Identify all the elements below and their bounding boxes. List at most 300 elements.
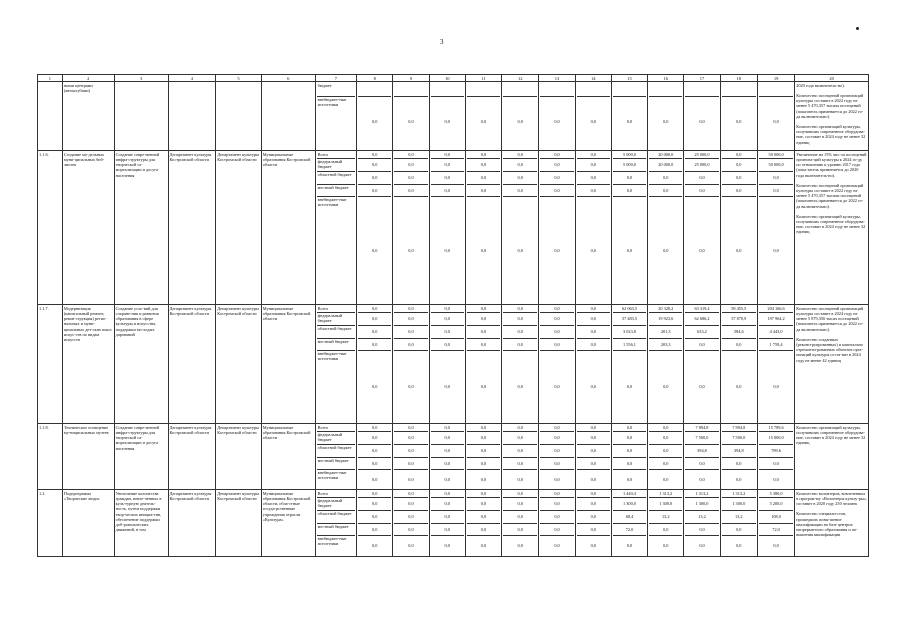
amount-value: 0,0: [540, 185, 573, 197]
amount-value: 50 000,0: [759, 159, 793, 172]
amount-value: 0,0: [649, 185, 682, 197]
amount-value: 0,0: [685, 172, 718, 185]
amount-value: 0,0: [577, 432, 610, 445]
amount-value: 0,0: [517, 384, 523, 390]
amount-value: 0,0: [467, 458, 500, 470]
amount-value: 0,0: [554, 119, 560, 125]
amount-value: 0,0: [685, 524, 718, 536]
page-number: 3: [440, 38, 444, 46]
amount-value: 0,0: [554, 384, 560, 390]
amount-value: 0,0: [394, 511, 427, 524]
result-text: Количество посещений организаций культуры составит в 2024 году не менее 5 879,356 тысяч посещений (показатель применяется до 2022 го-да включительно).: [796, 305, 864, 332]
amount-value: 0,0: [577, 425, 610, 432]
amount-value: 0,0: [722, 152, 756, 159]
amount-value: 0,0: [663, 119, 669, 125]
funding-source-label: Всего: [317, 152, 355, 159]
amount-value: 1 300,0: [613, 498, 646, 511]
funding-source-label: внебюджет-ные источ-ники: [317, 97, 347, 108]
amount-value: [577, 83, 610, 97]
amount-value: 0,0: [577, 445, 610, 458]
amount-value: 0,0: [503, 511, 537, 524]
amount-value: 0,0: [358, 159, 391, 172]
amount-value: 0,0: [613, 445, 646, 458]
amount-value: 201,3: [649, 326, 682, 339]
amount-column-8: [357, 424, 393, 490]
amount-value: 0,0: [577, 326, 610, 339]
amount-value: [431, 83, 464, 97]
amount-value: 0,0: [540, 498, 573, 511]
amount-column-13: [539, 305, 575, 424]
amount-column-9: [393, 305, 429, 424]
recipient: Муниципальные образования Костромской области: [261, 305, 315, 424]
amount-value: 0,0: [467, 172, 500, 185]
amount-value: 5 000,0: [613, 152, 646, 159]
amount-value: 0,0: [467, 306, 500, 313]
amount-value: 0,0: [517, 543, 523, 549]
column-number-12: 12: [502, 75, 539, 82]
amount-column-17: [684, 151, 720, 305]
column-number-9: 9: [393, 75, 429, 82]
amount-value: 0,0: [759, 172, 793, 185]
amount-value: [722, 83, 756, 97]
amount-column-8: [357, 82, 393, 151]
amount-value: 0,0: [480, 476, 487, 482]
row-number: 1.1.6.: [38, 151, 63, 305]
row-number: 1.2.: [38, 490, 63, 557]
table-row: [38, 151, 869, 305]
amount-value: 1 300,0: [722, 498, 756, 511]
column-number-18: 18: [720, 75, 757, 82]
amount-column-16: [648, 151, 684, 305]
amount-column-15: [611, 490, 647, 557]
amount-value: 0,0: [540, 339, 573, 351]
amount-value: 0,0: [577, 185, 610, 197]
amount-value: 0,0: [358, 445, 391, 458]
amount-column-10: [429, 424, 465, 490]
amount-column-16: [648, 424, 684, 490]
amount-column-12: [502, 151, 539, 305]
measure-description: Создание совре-менной инфра-структуры для творческой са-мореализации и досуга населения: [114, 424, 168, 490]
amount-value: 0,0: [431, 172, 464, 185]
expected-results: [795, 151, 869, 305]
amount-value: 0,0: [431, 432, 464, 445]
amount-value: 0,0: [554, 476, 560, 482]
amount-value: 0,0: [394, 458, 427, 470]
amount-value: 0,0: [699, 119, 705, 125]
amount-value: 1 440,4: [613, 491, 646, 498]
amount-value: 57 870,9: [722, 313, 756, 326]
amount-column-12: [502, 490, 539, 557]
amount-value: 0,0: [394, 306, 427, 313]
amount-value: 0,0: [540, 491, 573, 498]
amount-value: 20 000,0: [649, 152, 682, 159]
amount-value: 0,0: [577, 306, 610, 313]
amount-column-11: [465, 490, 501, 557]
amount-value: 0,0: [467, 524, 500, 536]
amount-column-9: [393, 490, 429, 557]
column-number-6: 6: [261, 75, 315, 82]
funding-source-label: областной бюджет: [317, 172, 355, 185]
funding-sources: [315, 305, 356, 424]
amount-value: 0,0: [431, 159, 464, 172]
amount-value: 0,0: [626, 384, 633, 390]
funding-source-label: федеральный бюджет: [317, 313, 355, 326]
funding-source-label: Всего: [317, 425, 355, 432]
amount-value: 0,0: [685, 458, 718, 470]
amount-column-17: [684, 490, 720, 557]
amount-value: 63 319,4: [685, 306, 718, 313]
amount-value: 0,0: [358, 458, 391, 470]
amount-value: 0,0: [722, 185, 756, 197]
amount-value: 72,0: [759, 524, 793, 536]
amount-column-14: [575, 490, 611, 557]
amount-value: [394, 83, 427, 97]
recipient: Муниципальные образования Костромской области: [261, 151, 315, 305]
amount-value: 0,0: [685, 339, 718, 351]
amount-column-17: [684, 424, 720, 490]
amount-value: 0,0: [408, 247, 414, 253]
activity-name: Подпрограмма «Творческие люди»: [62, 490, 114, 557]
amount-value: 0,0: [540, 159, 573, 172]
funding-source-label: местный бюджет: [317, 185, 355, 197]
amount-value: 0,0: [408, 543, 414, 549]
amount-column-13: [539, 490, 575, 557]
amount-value: 0,0: [722, 458, 756, 470]
amount-value: 0,0: [759, 185, 793, 197]
recipient: Муниципальные образования Костромской области: [261, 424, 315, 490]
amount-value: 0,0: [577, 172, 610, 185]
amount-value: 0,0: [540, 172, 573, 185]
amount-value: 0,0: [372, 476, 378, 482]
expected-results: [795, 424, 869, 490]
amount-value: 0,0: [408, 384, 414, 390]
result-text: Количество посещений организаций культуры составит в 2022 году не менее 5 470,357 тысячи посещений (показатель применяется до 2022 го-да включительно).: [796, 182, 864, 209]
amount-value: 0,0: [649, 445, 682, 458]
executor: Департамент культуры Костромской области: [168, 305, 216, 424]
amount-value: 0,0: [503, 313, 537, 326]
amount-value: [540, 83, 573, 97]
amount-value: 394,8: [685, 445, 718, 458]
amount-column-10: [429, 305, 465, 424]
co-executor: Департамент культуры Костромской области: [216, 424, 262, 490]
amount-value: 0,0: [358, 339, 391, 351]
amount-value: 0,0: [722, 524, 756, 536]
amount-value: 0,0: [540, 306, 573, 313]
funding-sources: [315, 151, 356, 305]
amount-value: 0,0: [372, 247, 378, 253]
amount-value: 0,0: [394, 326, 427, 339]
amount-value: 0,0: [540, 425, 573, 432]
funding-source-label: федеральный бюджет: [317, 159, 355, 172]
funding-source-label: федеральный бюджет: [317, 432, 355, 445]
measure-description: Увеличение количества граждан, вовле-ченных в куль-турную деятель-ность, путем поддержки твор-ческих инициа-тив, обеспечение поддержки доб-ровольческих движений, в том: [114, 490, 168, 557]
amount-value: 0,0: [773, 543, 779, 549]
amount-value: 0,0: [736, 384, 742, 390]
amount-value: 0,0: [431, 185, 464, 197]
column-number-1: 1: [38, 75, 63, 82]
result-text: Увеличение на 15% чис-ла посещений организа-ций культуры к 2024 го-ду по отношению к уровню 2017 года (пока-затель применяется до 2020 года включитель-но).: [796, 151, 867, 178]
column-number-10: 10: [429, 75, 465, 82]
amount-value: 0,0: [394, 445, 427, 458]
amount-value: 0,0: [444, 119, 450, 125]
amount-value: 0,0: [480, 247, 487, 253]
amount-value: 0,0: [663, 247, 669, 253]
amount-value: 0,0: [444, 247, 450, 253]
amount-value: 0,0: [699, 247, 705, 253]
amount-value: 0,0: [613, 172, 646, 185]
amount-value: 0,0: [480, 119, 487, 125]
amount-value: 0,0: [372, 543, 378, 549]
column-number-13: 13: [539, 75, 575, 82]
amount-column-15: [611, 305, 647, 424]
amount-value: 0,0: [540, 313, 573, 326]
amount-value: 0,0: [577, 458, 610, 470]
amount-value: 5 000,0: [613, 159, 646, 172]
amount-value: 0,0: [577, 313, 610, 326]
column-number-8: 8: [357, 75, 393, 82]
amount-value: 7 500,0: [685, 432, 718, 445]
amount-value: 0,0: [503, 498, 537, 511]
amount-value: 204 166,6: [759, 306, 793, 313]
amount-column-15: [611, 424, 647, 490]
amount-value: 0,0: [663, 476, 669, 482]
amount-column-13: [539, 424, 575, 490]
amount-value: 0,0: [467, 185, 500, 197]
amount-value: 0,0: [503, 425, 537, 432]
amount-value: 0,0: [759, 458, 793, 470]
amount-column-18: [720, 305, 757, 424]
amount-value: 13,2: [649, 511, 682, 524]
amount-value: 0,0: [394, 159, 427, 172]
amount-value: [503, 83, 537, 97]
amount-value: 0,0: [577, 339, 610, 351]
amount-value: 0,0: [394, 172, 427, 185]
amount-value: 203,3: [649, 339, 682, 351]
table-row: [38, 305, 869, 424]
budget-table: [37, 74, 869, 557]
amount-value: 58 455,5: [722, 306, 756, 313]
amount-column-18: [720, 424, 757, 490]
amount-column-9: [393, 151, 429, 305]
amount-value: 0,0: [358, 524, 391, 536]
amount-column-16: [648, 305, 684, 424]
amount-value: 0,0: [577, 498, 610, 511]
amount-column-14: [575, 151, 611, 305]
amount-value: 789,6: [759, 445, 793, 458]
funding-source-label: местный бюджет: [317, 524, 355, 536]
amount-value: 0,0: [431, 326, 464, 339]
amount-value: 0,0: [626, 543, 633, 549]
amount-column-11: [465, 305, 501, 424]
amount-value: 0,0: [722, 172, 756, 185]
amount-value: 0,0: [699, 476, 705, 482]
amount-column-19: [757, 490, 794, 557]
amount-value: 0,0: [590, 119, 596, 125]
amount-value: 0,0: [431, 339, 464, 351]
amount-value: 7 894,8: [685, 425, 718, 432]
amount-value: 0,0: [503, 491, 537, 498]
measure-description: Создание усло-вий для сохране-ния и развития образования в сфере культуры и искусства, поддержки мо-лодых дарований: [114, 305, 168, 424]
amount-value: 0,0: [444, 476, 450, 482]
funding-source-label: Всего: [317, 306, 355, 313]
amount-column-19: [757, 305, 794, 424]
amount-value: 0,0: [467, 152, 500, 159]
amount-value: 5 200,0: [759, 498, 793, 511]
amount-value: 633,2: [685, 326, 718, 339]
amount-column-17: [684, 305, 720, 424]
funding-source-label: внебюджет-ные источ-ники: [317, 351, 347, 362]
amount-value: 0,0: [394, 425, 427, 432]
amount-value: 0,0: [431, 491, 464, 498]
amount-column-10: [429, 151, 465, 305]
funding-source-label: Всего: [317, 491, 355, 498]
amount-value: 20 000,0: [649, 159, 682, 172]
amount-column-18: [720, 490, 757, 557]
amount-value: 0,0: [467, 313, 500, 326]
amount-column-13: [539, 151, 575, 305]
amount-value: 0,0: [540, 152, 573, 159]
amount-column-19: [757, 424, 794, 490]
amount-value: 0,0: [394, 524, 427, 536]
amount-value: 5 380,0: [759, 491, 793, 498]
column-number-15: 15: [611, 75, 647, 82]
amount-value: 4 443,0: [759, 326, 793, 339]
funding-source-label: областной бюджет: [317, 445, 355, 458]
amount-value: 0,0: [431, 306, 464, 313]
amount-column-16: [648, 490, 684, 557]
amount-column-18: [720, 82, 757, 151]
amount-value: 0,0: [626, 247, 633, 253]
amount-value: 7 894,8: [722, 425, 756, 432]
amount-value: 0,0: [431, 458, 464, 470]
amount-value: 72,0: [613, 524, 646, 536]
expected-results: [795, 82, 869, 151]
amount-value: 0,0: [358, 306, 391, 313]
co-executor: [216, 82, 262, 151]
amount-column-8: [357, 490, 393, 557]
amount-value: [467, 83, 500, 97]
amount-column-17: [684, 82, 720, 151]
amount-column-12: [502, 424, 539, 490]
amount-column-11: [465, 82, 501, 151]
amount-value: 0,0: [394, 498, 427, 511]
amount-value: [613, 83, 646, 97]
amount-column-8: [357, 151, 393, 305]
funding-source-label: внебюджет-ные источ-ники: [317, 197, 347, 208]
funding-source-label: областной бюджет: [317, 511, 355, 524]
recipient: Муниципальные образования Костромской области, обла-стные госуда-рственные учреждения отрасли «Культура»: [261, 490, 315, 557]
amount-value: 25 000,0: [685, 152, 718, 159]
amount-value: 0,0: [577, 491, 610, 498]
executor: Департамент культуры Костромской области: [168, 490, 216, 557]
amount-value: 0,0: [467, 491, 500, 498]
amount-value: 25 000,0: [685, 159, 718, 172]
amount-value: 0,0: [503, 306, 537, 313]
amount-value: 0,0: [467, 445, 500, 458]
amount-value: 394,8: [722, 445, 756, 458]
amount-value: 0,0: [431, 511, 464, 524]
amount-value: 0,0: [517, 476, 523, 482]
amount-value: 0,0: [358, 152, 391, 159]
recipient: [261, 82, 315, 151]
amount-value: 1 313,2: [722, 491, 756, 498]
amount-column-13: [539, 82, 575, 151]
amount-value: 0,0: [517, 247, 523, 253]
co-executor: Департамент культуры Костромской области: [216, 305, 262, 424]
amount-value: 108,0: [759, 511, 793, 524]
amount-value: 0,0: [577, 511, 610, 524]
amount-value: 0,0: [503, 172, 537, 185]
amount-value: 0,0: [663, 384, 669, 390]
page-mark-dot: [856, 27, 859, 30]
executor: Департамент культуры Костромской области: [168, 151, 216, 305]
amount-value: 0,0: [773, 247, 779, 253]
table-row: [38, 490, 869, 557]
activity-name: ными центрами (автоклубами): [62, 82, 114, 151]
amount-column-12: [502, 305, 539, 424]
amount-value: 0,0: [467, 498, 500, 511]
amount-value: 0,0: [626, 119, 633, 125]
result-text: Количество организаций культуры, получивших современное оборудова-ние, составит в 2024 году не менее 32 единиц: [796, 123, 866, 145]
amount-column-11: [465, 151, 501, 305]
funding-sources: [315, 82, 356, 151]
amount-value: 15 000,0: [759, 432, 793, 445]
column-number-14: 14: [575, 75, 611, 82]
amount-column-16: [648, 82, 684, 151]
amount-value: 0,0: [394, 432, 427, 445]
amount-value: 1 313,2: [649, 491, 682, 498]
amount-value: 0,0: [736, 247, 742, 253]
expected-results: [795, 490, 869, 557]
result-text: Количество организаций культуры, получивших современное оборудова-ние, составит в 2024 году не менее 32 единиц: [796, 424, 866, 446]
amount-value: 0,0: [431, 445, 464, 458]
amount-value: 0,0: [358, 511, 391, 524]
co-executor: Департамент культуры Костромской области: [216, 490, 262, 557]
amount-column-15: [611, 82, 647, 151]
amount-value: 584,6: [722, 326, 756, 339]
column-number-19: 19: [757, 75, 794, 82]
amount-value: 68,4: [613, 511, 646, 524]
amount-value: 0,0: [408, 476, 414, 482]
amount-value: 0,0: [590, 384, 596, 390]
amount-column-14: [575, 82, 611, 151]
amount-value: 0,0: [736, 543, 742, 549]
co-executor: Департамент культуры Костромской области: [216, 151, 262, 305]
amount-value: 50 000,0: [759, 152, 793, 159]
amount-value: 0,0: [503, 185, 537, 197]
amount-value: 0,0: [554, 247, 560, 253]
measure-description: Создание совре-менной инфра-структуры для творческой са-мореализации и досуга населения: [114, 151, 168, 305]
funding-source-label: федеральный бюджет: [317, 498, 355, 511]
amount-value: 0,0: [431, 425, 464, 432]
amount-column-18: [720, 151, 757, 305]
amount-value: 0,0: [613, 458, 646, 470]
expected-results: [795, 305, 869, 424]
amount-value: 0,0: [590, 543, 596, 549]
amount-value: 0,0: [699, 543, 705, 549]
amount-value: 0,0: [503, 524, 537, 536]
amount-value: 0,0: [503, 339, 537, 351]
amount-value: 0,0: [699, 384, 705, 390]
amount-value: 0,0: [540, 511, 573, 524]
amount-value: 0,0: [467, 159, 500, 172]
result-text: Количество посещений организаций культуры составит в 2022 году не менее 5 470,357 тысяча посещений (показатель применяется до 2022 го-да включительно).: [796, 92, 864, 119]
result-text: 2020 года включитель-но).: [796, 82, 845, 88]
amount-value: 0,0: [736, 476, 742, 482]
amount-column-19: [757, 151, 794, 305]
amount-value: 0,0: [431, 524, 464, 536]
amount-value: 0,0: [517, 119, 523, 125]
